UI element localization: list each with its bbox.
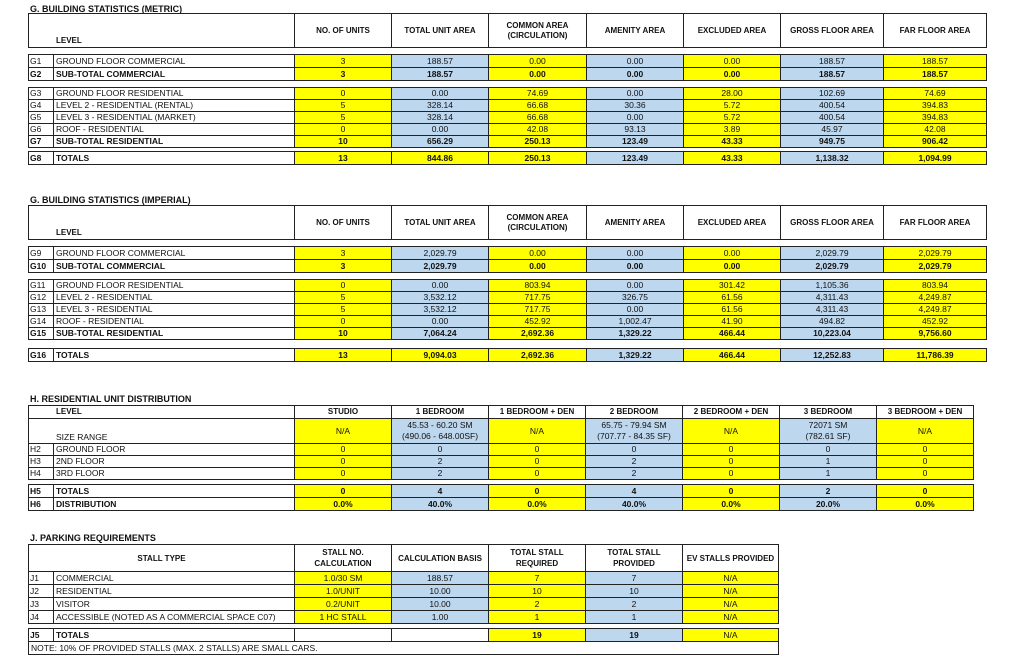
header-1-bedroom-den: 1 BEDROOM + DEN (489, 406, 586, 419)
table-row: H3 2ND FLOOR 0 2 0 2 0 1 0 (29, 456, 974, 468)
table-row: G14 ROOF - RESIDENTIAL 0 0.00 452.92 1,002.47 41.90 494.82 452.92 (29, 316, 987, 328)
table-row: J2 RESIDENTIAL 1.0/UNIT 10.00 10 10 N/A (29, 585, 779, 598)
table-row: G13 LEVEL 3 - RESIDENTIAL 5 3,532.12 717.75 0.00 61.56 4,311.43 4,249.87 (29, 304, 987, 316)
header-units: NO. OF UNITS (295, 14, 392, 48)
header-amenity-area: AMENITY AREA (587, 206, 684, 240)
imperial-header-row (29, 206, 987, 240)
imperial-table (28, 205, 987, 362)
table-row: G5 LEVEL 3 - RESIDENTIAL (MARKET) 5 328.14 66.68 0.00 5.72 400.54 394.83 (29, 112, 987, 124)
metric-table (28, 13, 987, 165)
header-stall-type: STALL TYPE (29, 545, 295, 572)
table-row: H2 GROUND FLOOR 0 0 0 0 0 0 0 (29, 444, 974, 456)
section-title-metric: G. BUILDING STATISTICS (METRIC) (30, 4, 183, 14)
table-row: G8 TOTALS 13 844.86 250.13 123.49 43.33 1,138.32 1,094.99 (29, 152, 987, 165)
table-row: G7 SUB-TOTAL RESIDENTIAL 10 656.29 250.13 123.49 43.33 949.75 906.42 (29, 136, 987, 148)
header-excluded-area: EXCLUDED AREA (684, 14, 781, 48)
table-row: J3 VISITOR 0.2/UNIT 10.00 2 2 N/A (29, 598, 779, 611)
parking-header-row (29, 545, 779, 572)
header-total-provided: TOTAL STALL PROVIDED (586, 545, 683, 572)
table-row: G11 GROUND FLOOR RESIDENTIAL 0 0.00 803.94 0.00 301.42 1,105.36 803.94 (29, 280, 987, 292)
table-row: G16 TOTALS 13 9,094.03 2,692.36 1,329.22 466.44 12,252.83 11,786.39 (29, 349, 987, 362)
section-title-parking: J. PARKING REQUIREMENTS (30, 533, 156, 543)
header-units: NO. OF UNITS (295, 206, 392, 240)
table-row: G15 SUB-TOTAL RESIDENTIAL 10 7,064.24 2,692.36 1,329.22 466.44 10,223.04 9,756.60 (29, 328, 987, 340)
header-gross-floor-area: GROSS FLOOR AREA (781, 14, 884, 48)
metric-header-row (29, 14, 987, 48)
header-common-area: COMMON AREA (CIRCULATION) (489, 206, 587, 240)
parking-table (28, 544, 779, 655)
distribution-header-row (29, 406, 974, 419)
size-range-row: SIZE RANGE N/A 45.53 - 60.20 SM (490.06 - 648.00SF) N/A 65.75 - 79.94 SM (707.77 - 84.35 SF) N/A 72071 SM (782.61 SF) N/A (29, 419, 974, 444)
table-row: J1 COMMERCIAL 1.0/30 SM 188.57 7 7 N/A (29, 572, 779, 585)
table-row: G12 LEVEL 2 - RESIDENTIAL 5 3,532.12 717.75 326.75 61.56 4,311.43 4,249.87 (29, 292, 987, 304)
table-row: H6 DISTRIBUTION 0.0% 40.0% 0.0% 40.0% 0.0% 20.0% 0.0% (29, 498, 974, 511)
header-2-bedroom: 2 BEDROOM (586, 406, 683, 419)
header-gross-floor-area: GROSS FLOOR AREA (781, 206, 884, 240)
header-far-floor-area: FAR FLOOR AREA (884, 206, 987, 240)
section-title-imperial: G. BUILDING STATISTICS (IMPERIAL) (30, 195, 191, 205)
table-row: G9 GROUND FLOOR COMMERCIAL 3 2,029.79 0.00 0.00 0.00 2,029.79 2,029.79 (29, 247, 987, 260)
header-level: LEVEL (29, 14, 295, 48)
table-row: G4 LEVEL 2 - RESIDENTIAL (RENTAL) 5 328.14 66.68 30.36 5.72 400.54 394.83 (29, 100, 987, 112)
table-row: J5 TOTALS 19 19 N/A (29, 629, 779, 642)
parking-note-row (29, 642, 779, 655)
header-far-floor-area: FAR FLOOR AREA (884, 14, 987, 48)
header-level: LEVEL (29, 206, 295, 240)
header-level: LEVEL (29, 406, 295, 419)
table-row: J4 ACCESSIBLE (NOTED AS A COMMERCIAL SPACE C07) 1 HC STALL 1.00 1 1 N/A (29, 611, 779, 624)
header-total-unit-area: TOTAL UNIT AREA (392, 206, 489, 240)
size-range-label: SIZE RANGE (29, 419, 295, 444)
parking-note: NOTE: 10% OF PROVIDED STALLS (MAX. 2 STALLS) ARE SMALL CARS. (29, 642, 779, 655)
distribution-table (28, 405, 974, 511)
header-3-bedroom: 3 BEDROOM (780, 406, 877, 419)
table-row: H5 TOTALS 0 4 0 4 0 2 0 (29, 485, 974, 498)
section-title-distribution: H. RESIDENTIAL UNIT DISTRIBUTION (30, 394, 192, 404)
header-calc-basis: CALCULATION BASIS (392, 545, 489, 572)
header-stall-calc: STALL NO. CALCULATION (295, 545, 392, 572)
header-2-bedroom-den: 2 BEDROOM + DEN (683, 406, 780, 419)
table-row: G2 SUB-TOTAL COMMERCIAL 3 188.57 0.00 0.00 0.00 188.57 188.57 (29, 68, 987, 81)
header-studio: STUDIO (295, 406, 392, 419)
table-row: G6 ROOF - RESIDENTIAL 0 0.00 42.08 93.13 3.89 45.97 42.08 (29, 124, 987, 136)
header-3-bedroom-den: 3 BEDROOM + DEN (877, 406, 974, 419)
header-amenity-area: AMENITY AREA (587, 14, 684, 48)
header-common-area: COMMON AREA (CIRCULATION) (489, 14, 587, 48)
table-row: G1 GROUND FLOOR COMMERCIAL 3 188.57 0.00 0.00 0.00 188.57 188.57 (29, 55, 987, 68)
table-row: G10 SUB-TOTAL COMMERCIAL 3 2,029.79 0.00 0.00 0.00 2,029.79 2,029.79 (29, 260, 987, 273)
header-1-bedroom: 1 BEDROOM (392, 406, 489, 419)
header-total-unit-area: TOTAL UNIT AREA (392, 14, 489, 48)
header-total-required: TOTAL STALL REQUIRED (489, 545, 586, 572)
table-row: G3 GROUND FLOOR RESIDENTIAL 0 0.00 74.69 0.00 28.00 102.69 74.69 (29, 88, 987, 100)
header-ev-stalls: EV STALLS PROVIDED (683, 545, 779, 572)
table-row: H4 3RD FLOOR 0 2 0 2 0 1 0 (29, 468, 974, 480)
header-excluded-area: EXCLUDED AREA (684, 206, 781, 240)
